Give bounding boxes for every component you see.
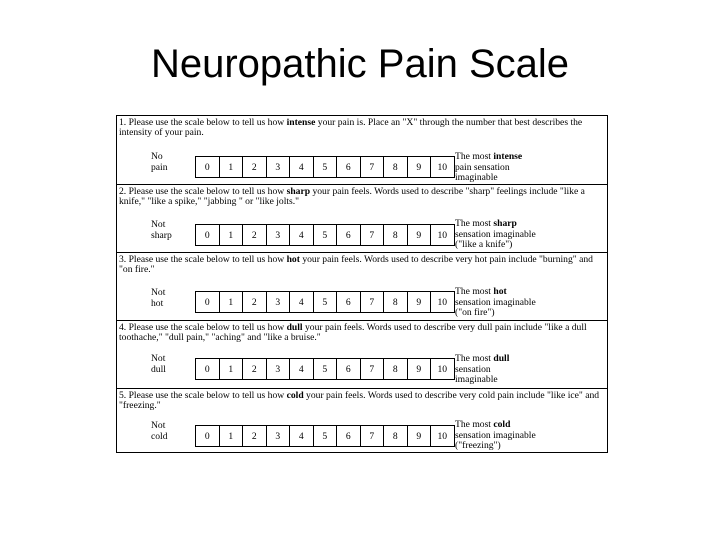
scale-option-5[interactable]: 5 bbox=[313, 156, 338, 178]
scale-low-label: No pain bbox=[151, 151, 168, 173]
scale-option-2[interactable]: 2 bbox=[242, 156, 267, 178]
scale-option-0[interactable]: 0 bbox=[195, 425, 220, 447]
question-text: 3. Please use the scale below to tell us how hot your pain feels. Words used to describe very hot pain include "burning" and "on fire." bbox=[119, 254, 593, 275]
scale-option-4[interactable]: 4 bbox=[289, 291, 314, 313]
slide-title: Neuropathic Pain Scale bbox=[150, 42, 570, 86]
scale-option-3[interactable]: 3 bbox=[266, 224, 291, 246]
scale-high-label: The most cold sensation imaginable ("freezing") bbox=[455, 419, 536, 451]
question-dull bbox=[117, 320, 607, 388]
scale-option-5[interactable]: 5 bbox=[313, 358, 338, 380]
scale-option-7[interactable]: 7 bbox=[360, 425, 385, 447]
rating-scale-sharp bbox=[195, 224, 455, 246]
scale-option-2[interactable]: 2 bbox=[242, 358, 267, 380]
scale-option-4[interactable]: 4 bbox=[289, 425, 314, 447]
scale-option-8[interactable]: 8 bbox=[383, 425, 408, 447]
rating-scale-cold bbox=[195, 425, 455, 447]
scale-option-5[interactable]: 5 bbox=[313, 224, 338, 246]
scale-option-9[interactable]: 9 bbox=[407, 425, 432, 447]
rating-scale-dull bbox=[195, 358, 455, 380]
question-hot bbox=[117, 252, 607, 320]
scale-option-10[interactable]: 10 bbox=[430, 425, 455, 447]
scale-option-1[interactable]: 1 bbox=[219, 358, 244, 380]
question-cold bbox=[117, 388, 607, 452]
scale-option-5[interactable]: 5 bbox=[313, 291, 338, 313]
scale-option-1[interactable]: 1 bbox=[219, 224, 244, 246]
scale-option-0[interactable]: 0 bbox=[195, 156, 220, 178]
scale-option-9[interactable]: 9 bbox=[407, 291, 432, 313]
scale-option-5[interactable]: 5 bbox=[313, 425, 338, 447]
scale-high-label: The most hot sensation imaginable ("on fire") bbox=[455, 286, 536, 318]
scale-option-9[interactable]: 9 bbox=[407, 224, 432, 246]
scale-option-1[interactable]: 1 bbox=[219, 291, 244, 313]
scale-option-8[interactable]: 8 bbox=[383, 291, 408, 313]
scale-option-6[interactable]: 6 bbox=[336, 224, 361, 246]
scale-option-7[interactable]: 7 bbox=[360, 358, 385, 380]
scale-option-3[interactable]: 3 bbox=[266, 358, 291, 380]
scale-option-3[interactable]: 3 bbox=[266, 425, 291, 447]
scale-high-label: The most intense pain sensation imaginable bbox=[455, 151, 523, 183]
scale-option-9[interactable]: 9 bbox=[407, 358, 432, 380]
rating-scale-hot bbox=[195, 291, 455, 313]
scale-option-10[interactable]: 10 bbox=[430, 358, 455, 380]
scale-option-1[interactable]: 1 bbox=[219, 425, 244, 447]
scale-low-label: Not sharp bbox=[151, 219, 172, 241]
question-sharp bbox=[117, 184, 607, 252]
scale-option-10[interactable]: 10 bbox=[430, 291, 455, 313]
scale-option-0[interactable]: 0 bbox=[195, 358, 220, 380]
scale-option-7[interactable]: 7 bbox=[360, 156, 385, 178]
scale-option-9[interactable]: 9 bbox=[407, 156, 432, 178]
scale-high-label: The most sharp sensation imaginable ("like a knife") bbox=[455, 218, 536, 250]
scale-option-2[interactable]: 2 bbox=[242, 224, 267, 246]
scale-option-6[interactable]: 6 bbox=[336, 358, 361, 380]
scale-option-3[interactable]: 3 bbox=[266, 156, 291, 178]
scale-option-4[interactable]: 4 bbox=[289, 156, 314, 178]
scale-option-0[interactable]: 0 bbox=[195, 291, 220, 313]
pain-scale-form bbox=[116, 115, 608, 453]
scale-option-7[interactable]: 7 bbox=[360, 224, 385, 246]
rating-scale-intense bbox=[195, 156, 455, 178]
question-text: 4. Please use the scale below to tell us how dull your pain feels. Words used to describe very dull pain include "like a dull toothache," "dull pain," "aching" and "like a bruise." bbox=[119, 322, 587, 343]
scale-option-8[interactable]: 8 bbox=[383, 358, 408, 380]
scale-option-10[interactable]: 10 bbox=[430, 224, 455, 246]
scale-option-0[interactable]: 0 bbox=[195, 224, 220, 246]
scale-option-2[interactable]: 2 bbox=[242, 425, 267, 447]
scale-low-label: Not dull bbox=[151, 353, 166, 375]
question-intense bbox=[117, 116, 607, 184]
scale-option-4[interactable]: 4 bbox=[289, 358, 314, 380]
scale-option-8[interactable]: 8 bbox=[383, 156, 408, 178]
scale-option-6[interactable]: 6 bbox=[336, 156, 361, 178]
scale-high-label: The most dull sensation imaginable bbox=[455, 353, 510, 385]
scale-option-10[interactable]: 10 bbox=[430, 156, 455, 178]
scale-option-2[interactable]: 2 bbox=[242, 291, 267, 313]
scale-option-1[interactable]: 1 bbox=[219, 156, 244, 178]
question-text: 1. Please use the scale below to tell us how intense your pain is. Place an "X" through the number that best describes the intensity of your pain. bbox=[119, 117, 583, 138]
scale-option-8[interactable]: 8 bbox=[383, 224, 408, 246]
question-text: 5. Please use the scale below to tell us how cold your pain feels. Words used to describe very cold pain include "like ice" and "freezing." bbox=[119, 390, 600, 411]
scale-option-7[interactable]: 7 bbox=[360, 291, 385, 313]
question-text: 2. Please use the scale below to tell us how sharp your pain feels. Words used to describe "sharp" feelings include "like a knife," "like a spike," "jabbing " or "like jolts." bbox=[119, 186, 585, 207]
scale-option-3[interactable]: 3 bbox=[266, 291, 291, 313]
scale-option-6[interactable]: 6 bbox=[336, 291, 361, 313]
scale-low-label: Not hot bbox=[151, 287, 166, 309]
scale-option-4[interactable]: 4 bbox=[289, 224, 314, 246]
scale-option-6[interactable]: 6 bbox=[336, 425, 361, 447]
scale-low-label: Not cold bbox=[151, 420, 168, 442]
